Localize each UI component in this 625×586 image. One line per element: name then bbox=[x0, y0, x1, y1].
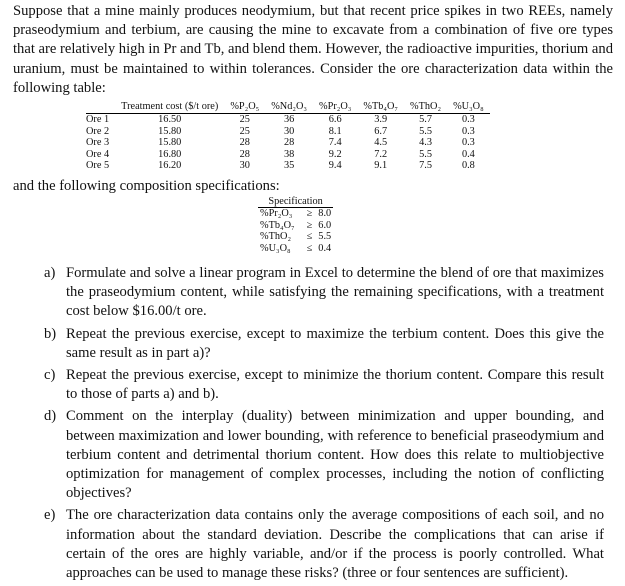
table-cell: 25 bbox=[239, 125, 250, 137]
spec-row bbox=[258, 220, 333, 231]
question-text: The ore characterization data contains only the average compositions of each soil, and no information about the standard deviation. Describe the complications that can arise if certain of the ores are highly variable, and/or if the process is poorly controlled. What approaches can be used to manage these risks? (three or four sentences are sufficient). bbox=[66, 507, 604, 582]
table-cell: 30 bbox=[283, 125, 295, 137]
spec-op: ≥ bbox=[306, 208, 313, 220]
spec-compound: %Pr₂O₃ bbox=[260, 208, 293, 220]
spec-op: ≤ bbox=[306, 231, 313, 243]
table-row bbox=[86, 160, 490, 171]
table-cell: 5.5 bbox=[419, 125, 432, 137]
spec-row bbox=[258, 243, 333, 254]
spec-row bbox=[258, 231, 333, 242]
question-letter: a) bbox=[44, 265, 56, 281]
ore-label: Ore 5 bbox=[86, 160, 110, 172]
table-cell: 5.5 bbox=[419, 148, 432, 160]
table-cell: 0.3 bbox=[461, 137, 475, 149]
ore-label: Ore 3 bbox=[86, 137, 110, 149]
table-cell: 0.4 bbox=[461, 148, 475, 160]
question-text: Comment on the interplay (duality) between minimization and upper bounding, and between maximization and lower bounding, with reference to beneficial praseodymium and terbium content and detrimental thorium content. How does this relate to multiobjective optimization for management of complex processes, including the notion of conflicting objectives? bbox=[66, 408, 604, 502]
question-list bbox=[44, 264, 604, 586]
question-letter: d) bbox=[44, 408, 57, 425]
table-cell: 16.80 bbox=[158, 148, 182, 160]
table-cell: 9.1 bbox=[374, 160, 388, 172]
question-letter: e) bbox=[44, 507, 56, 524]
question-item bbox=[44, 407, 604, 503]
table-cell: 9.4 bbox=[328, 160, 342, 172]
table-cell: 3.9 bbox=[374, 114, 388, 126]
question-text: Formulate and solve a linear program in Excel to determine the blend of ore that maximizes the praseodymium content, while satisfying the remaining specifications, with a treatment cost below $16.00/t ore. bbox=[66, 265, 604, 320]
table-cell: 15.80 bbox=[158, 125, 182, 137]
question-item bbox=[44, 264, 604, 322]
ore-characterization-table bbox=[86, 101, 490, 171]
spec-compound: %ThO₂ bbox=[260, 231, 292, 243]
ore-table-corner bbox=[86, 101, 115, 114]
table-cell: 4.5 bbox=[374, 137, 388, 149]
table-cell: 9.2 bbox=[328, 148, 342, 160]
col-header: %U₃O₈ bbox=[447, 101, 490, 114]
col-header: %Pr₂O₃ bbox=[313, 101, 357, 114]
table-cell: 7.4 bbox=[328, 137, 342, 149]
table-cell: 8.1 bbox=[328, 125, 342, 137]
question-letter: c) bbox=[44, 367, 56, 384]
spec-value: 5.5 bbox=[318, 231, 332, 243]
table-cell: 15.80 bbox=[158, 137, 182, 149]
table-row bbox=[86, 126, 490, 137]
spec-row bbox=[258, 208, 333, 220]
table-cell: 5.7 bbox=[419, 114, 432, 126]
table-cell: 28 bbox=[239, 137, 250, 149]
table-cell: 16.50 bbox=[158, 114, 182, 126]
col-header: %P₂O₅ bbox=[224, 101, 265, 114]
col-header: Treatment cost ($/t ore) bbox=[115, 101, 224, 114]
table-cell: 16.20 bbox=[158, 160, 182, 172]
ore-label: Ore 4 bbox=[86, 148, 110, 160]
spec-compound: %U₃O₈ bbox=[260, 242, 291, 254]
col-header: %Tb₄O₇ bbox=[357, 101, 404, 114]
question-text: Repeat the previous exercise, except to minimize the thorium content. Compare this result to those of parts a) and b). bbox=[66, 367, 604, 403]
spec-compound: %Tb₄O₇ bbox=[260, 219, 295, 231]
table-row bbox=[86, 137, 490, 148]
col-header: %ThO₂ bbox=[404, 101, 447, 114]
table-cell: 0.3 bbox=[461, 114, 475, 126]
ore-label: Ore 2 bbox=[86, 125, 110, 137]
question-item bbox=[44, 325, 604, 363]
table-cell: 7.5 bbox=[419, 160, 432, 172]
table-cell: 36 bbox=[283, 114, 295, 126]
intro-paragraph: Suppose that a mine mainly produces neodymium, but that recent price spikes in two REEs, namely praseodymium and terbium, are causing the mine to excavate from a combination of five ore types that are relatively high in Pr and Tb, and blend them. However, the radioactive impurities, thorium and uranium, must be maintained to within tolerances. Consider the ore characterization data within the following table: bbox=[13, 3, 613, 96]
ore-label: Ore 1 bbox=[86, 114, 110, 126]
question-text: Repeat the previous exercise, except to maximize the terbium content. Does this give the same result as in part a)? bbox=[66, 325, 604, 361]
table-cell: 25 bbox=[239, 114, 250, 126]
table-cell: 35 bbox=[283, 160, 295, 172]
table-cell: 6.7 bbox=[374, 125, 388, 137]
spec-value: 6.0 bbox=[318, 219, 332, 231]
table-cell: 7.2 bbox=[374, 148, 388, 160]
spec-intro-text: and the following composition specifications: bbox=[13, 178, 280, 194]
table-row bbox=[86, 114, 490, 126]
col-header: %Nd₂O₃ bbox=[265, 101, 313, 114]
table-cell: 38 bbox=[283, 148, 295, 160]
question-item bbox=[44, 366, 604, 404]
table-cell: 28 bbox=[283, 137, 295, 149]
spec-header: Specification bbox=[258, 196, 333, 208]
specification-table bbox=[258, 196, 333, 254]
table-cell: 30 bbox=[239, 160, 250, 172]
table-cell: 6.6 bbox=[328, 114, 342, 126]
table-cell: 4.3 bbox=[419, 137, 432, 149]
table-cell: 0.8 bbox=[461, 160, 475, 172]
ore-table-header-row bbox=[86, 101, 490, 114]
spec-op: ≤ bbox=[306, 242, 313, 254]
table-cell: 28 bbox=[239, 148, 250, 160]
question-item bbox=[44, 506, 604, 583]
table-cell: 0.3 bbox=[461, 125, 475, 137]
spec-value: 8.0 bbox=[318, 208, 332, 220]
spec-op: ≥ bbox=[306, 219, 313, 231]
spec-value: 0.4 bbox=[318, 242, 332, 254]
question-letter: b) bbox=[44, 325, 57, 342]
table-row bbox=[86, 149, 490, 160]
